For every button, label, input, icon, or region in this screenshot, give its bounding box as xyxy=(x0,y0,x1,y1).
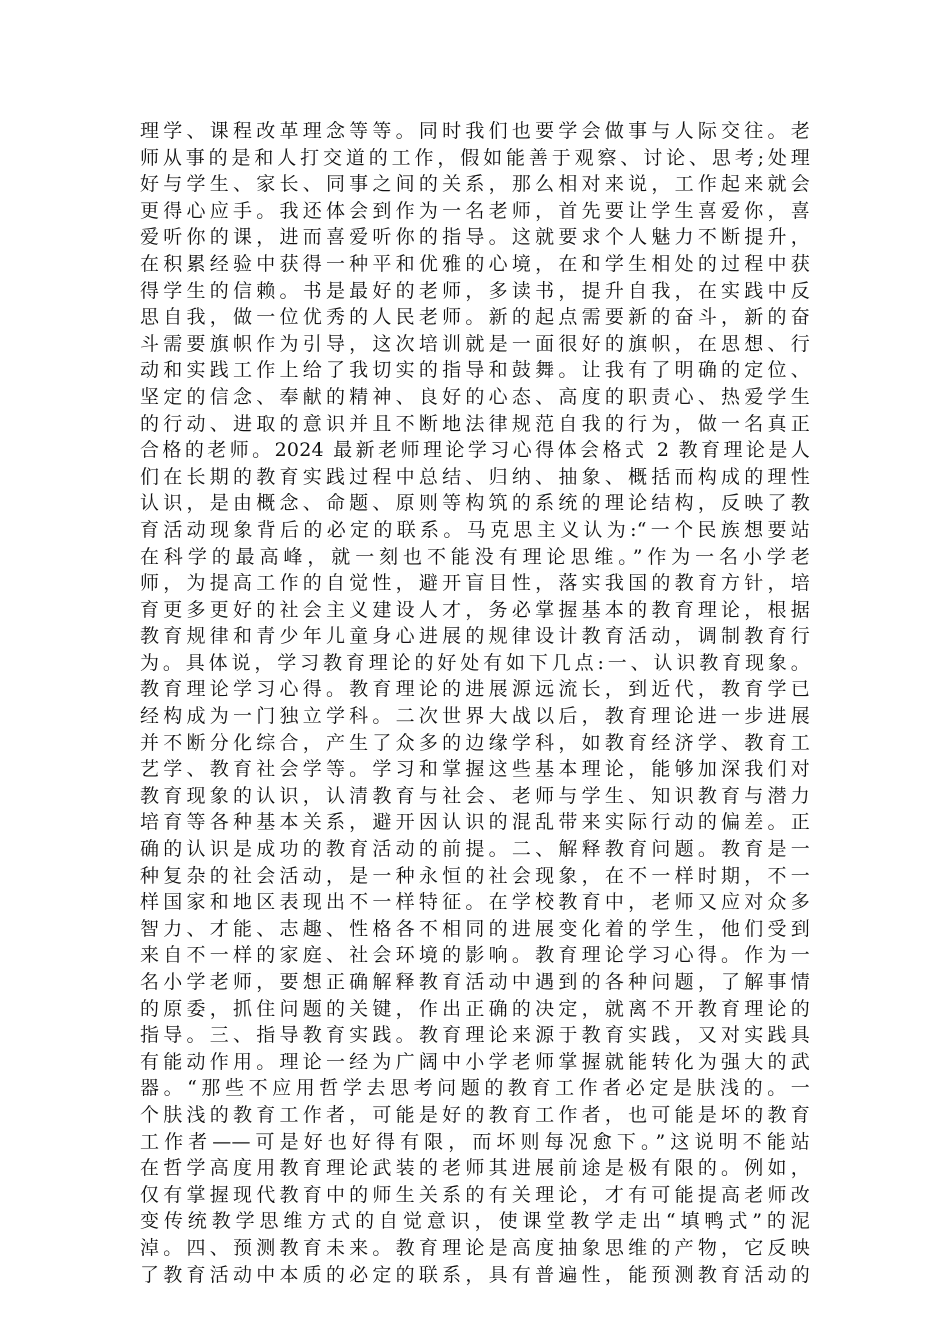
text-line: 认识，是由概念、命题、原则等构筑的系统的理论结构，反映了教 xyxy=(140,492,810,515)
text-line: 更得心应手。我还体会到作为一名老师，首先要让学生喜爱你，喜 xyxy=(140,199,810,222)
text-line: 师，为提高工作的自觉性，避开盲目性，落实我国的教育方针，培 xyxy=(140,572,810,595)
text-line: 工作者——可是好也好得有限，而坏则每况愈下。”这说明不能站 xyxy=(140,1130,810,1153)
text-line: 坚定的信念、奉献的精神、良好的心态、高度的职责心、热爱学生 xyxy=(140,385,810,408)
text-line: 经构成为一门独立学科。二次世界大战以后，教育理论进一步进展 xyxy=(140,705,810,728)
text-line: 智力、才能、志趣、性格各不相同的进展变化着的学生，他们受到 xyxy=(140,917,810,940)
text-line: 教育理论学习心得。教育理论的进展源远流长，到近代，教育学已 xyxy=(140,678,810,701)
text-line: 仅有掌握现代教育中的师生关系的有关理论，才有可能提高老师改 xyxy=(140,1183,810,1206)
text-line: 有能动作用。理论一经为广阔中小学老师掌握就能转化为强大的武 xyxy=(140,1050,810,1073)
text-line: 斗需要旗帜作为引导，这次培训就是一面很好的旗帜，在思想、行 xyxy=(140,332,810,355)
text-line: 得学生的信赖。书是最好的老师，多读书，提升自我，在实践中反 xyxy=(140,279,810,302)
text-line: 变传统教学思维方式的自觉意识，使课堂教学走出“填鸭式”的泥 xyxy=(140,1210,810,1233)
text-line: 教育现象的认识，认清教育与社会、老师与学生、知识教育与潜力 xyxy=(140,784,810,807)
text-line: 好与学生、家长、同事之间的关系，那么相对来说，工作起来就会 xyxy=(140,173,810,196)
text-line: 名小学老师，要想正确解释教育活动中遇到的各种问题，了解事情 xyxy=(140,971,810,993)
text-line: 动和实践工作上给了我切实的指导和鼓舞。让我有了明确的定位、 xyxy=(140,359,810,382)
body-text xyxy=(140,118,810,1288)
text-line: 思自我，做一位优秀的人民老师。新的起点需要新的奋斗，新的奋 xyxy=(140,306,810,329)
text-line: 师从事的是和人打交道的工作，假如能善于观察、讨论、思考;处理 xyxy=(140,146,810,169)
text-line: 指导。三、指导教育实践。教育理论来源于教育实践，又对实践具 xyxy=(140,1024,810,1047)
text-line: 确的认识是成功的教育活动的前提。二、解释教育问题。教育是一 xyxy=(140,838,810,861)
text-line: 艺学、教育社会学等。学习和掌握这些基本理论，能够加深我们对 xyxy=(140,758,810,781)
text-line: 种复杂的社会活动，是一种永恒的社会现象，在不一样时期，不一 xyxy=(140,864,810,887)
text-line: 的原委，抓住问题的关键，作出正确的决定，就离不开教育理论的 xyxy=(140,997,810,1020)
text-line: 爱听你的课，进而喜爱听你的指导。这就要求个人魅力不断提升， xyxy=(140,226,810,249)
text-line: 并不断分化综合，产生了众多的边缘学科，如教育经济学、教育工 xyxy=(140,731,810,754)
text-line: 教育规律和青少年儿童身心进展的规律设计教育活动，调制教育行 xyxy=(140,625,810,648)
text-line: 为。具体说，学习教育理论的好处有如下几点:一、认识教育现象。 xyxy=(140,651,810,674)
text-line: 在科学的最高峰，就一刻也不能没有理论思维。”作为一名小学老 xyxy=(140,545,810,568)
text-line: 理学、课程改革理念等等。同时我们也要学会做事与人际交往。老 xyxy=(140,120,810,142)
text-line: 淖。四、预测教育未来。教育理论是高度抽象思维的产物，它反映 xyxy=(140,1236,810,1259)
text-line: 来自不一样的家庭、社会环境的影响。教育理论学习心得。作为一 xyxy=(140,944,810,967)
text-line: 样国家和地区表现出不一样特征。在学校教育中，老师又应对众多 xyxy=(140,891,810,914)
text-line: 合格的老师。2024 最新老师理论学习心得体会格式 2 教育理论是人 xyxy=(140,439,810,462)
text-line: 在积累经验中获得一种平和优雅的心境，在和学生相处的过程中获 xyxy=(140,252,810,275)
text-line: 培育等各种基本关系，避开因认识的混乱带来实际行动的偏差。正 xyxy=(140,811,810,834)
text-line: 器。“那些不应用哲学去思考问题的教育工作者必定是肤浅的。一 xyxy=(140,1077,810,1100)
text-line: 个肤浅的教育工作者，可能是好的教育工作者，也可能是坏的教育 xyxy=(140,1103,810,1126)
text-line: 育更多更好的社会主义建设人才，务必掌握基本的教育理论，根据 xyxy=(140,598,810,621)
text-line: 了教育活动中本质的必定的联系，具有普遍性，能预测教育活动的 xyxy=(140,1263,810,1286)
text-line: 在哲学高度用教育理论武装的老师其进展前途是极有限的。例如， xyxy=(140,1157,810,1180)
text-line: 育活动现象背后的必定的联系。马克思主义认为:“一个民族想要站 xyxy=(140,518,810,541)
text-line: 们在长期的教育实践过程中总结、归纳、抽象、概括而构成的理性 xyxy=(140,465,810,488)
text-line: 的行动、进取的意识并且不断地法律规范自我的行为，做一名真正 xyxy=(140,412,810,435)
